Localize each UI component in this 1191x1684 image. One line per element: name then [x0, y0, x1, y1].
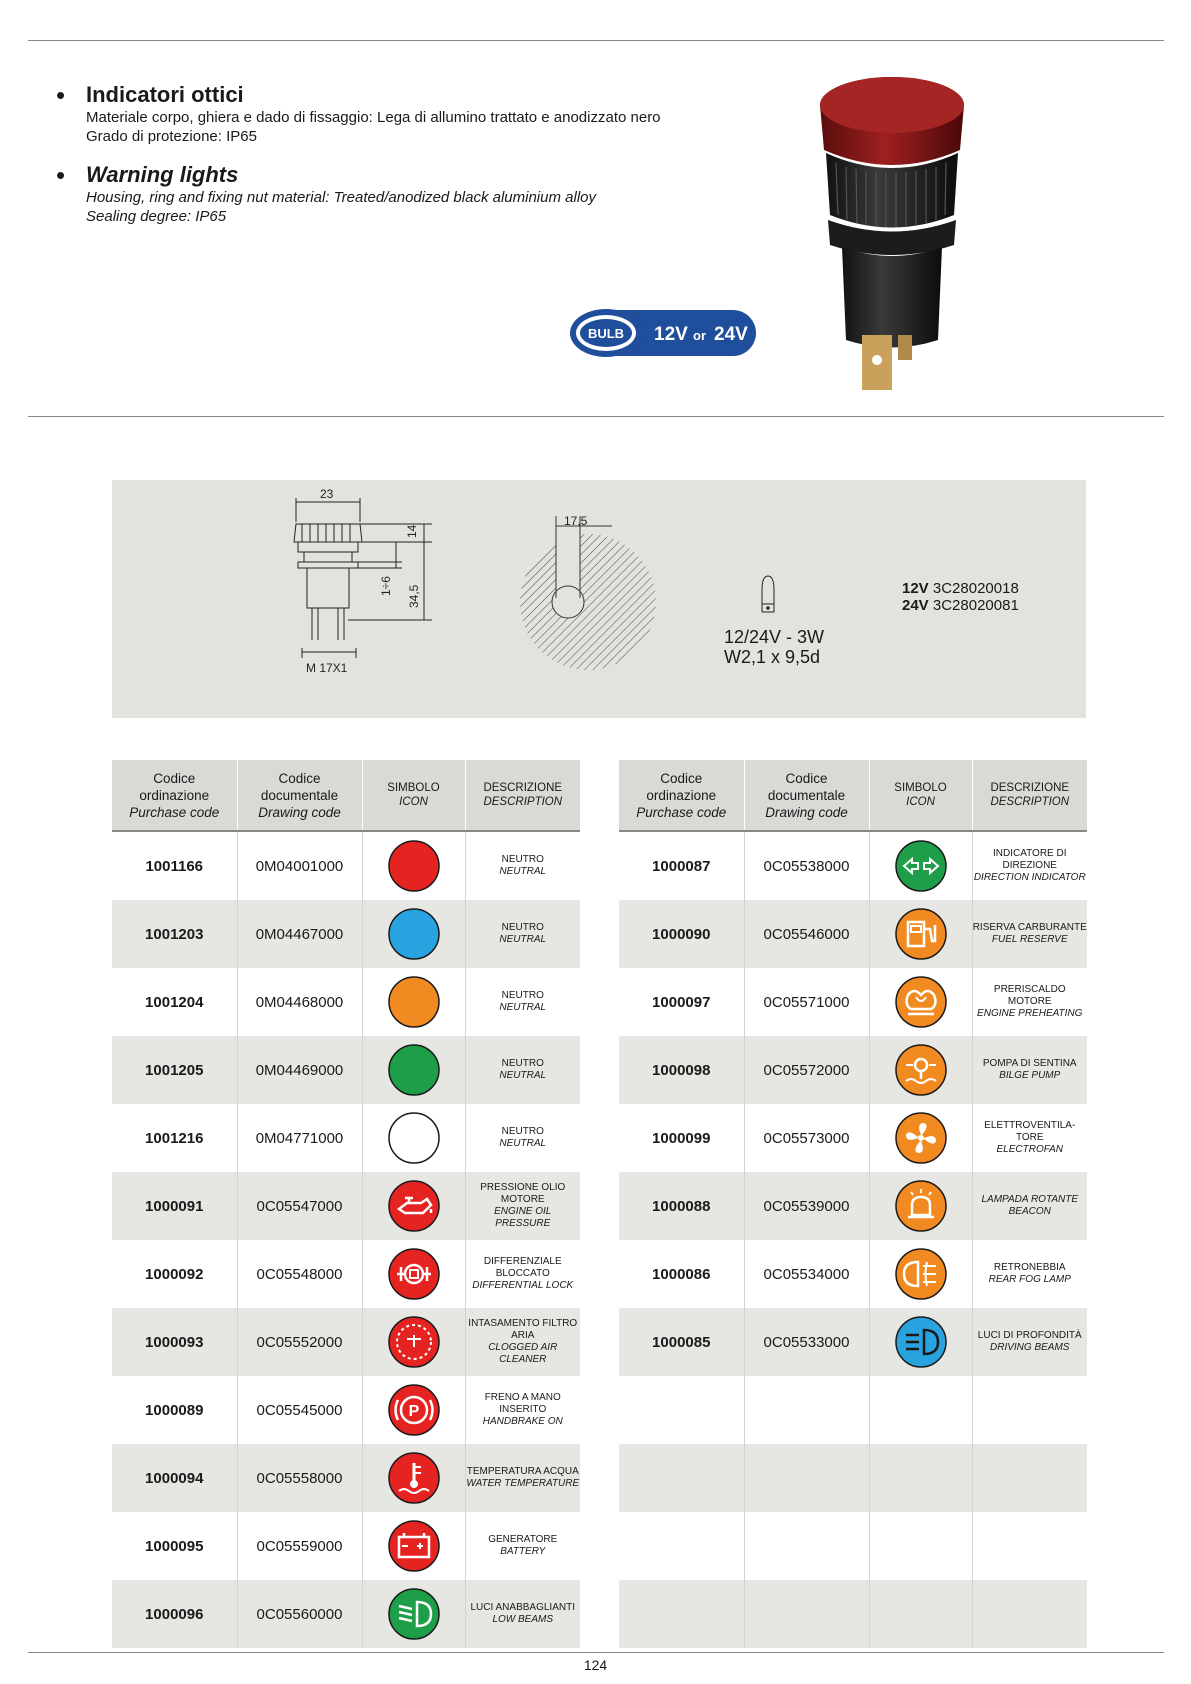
empty-cell [869, 1580, 972, 1648]
table-row [112, 1172, 580, 1240]
description [465, 1444, 580, 1512]
title-english: Warning lights [86, 162, 239, 187]
bullet: • [56, 160, 66, 190]
bulb-rating [724, 627, 824, 667]
empty-cell [619, 1444, 744, 1512]
dim-thread: M 17X1 [306, 661, 348, 675]
description [465, 831, 580, 900]
description-english: LAMPADA ROTANTE BEACON [981, 1194, 1078, 1217]
purchase-code: 1000092 [112, 1240, 237, 1308]
table-header-row [112, 760, 580, 831]
description-english: CLOGGED AIR CLEANER [488, 1342, 558, 1365]
drawing-code: 0C05548000 [237, 1240, 362, 1308]
icon-cell [362, 1444, 465, 1512]
icon-cell [362, 900, 465, 968]
header-purchase-code: Codice ordinazione Purchase code [619, 760, 744, 831]
description-english: LOW BEAMS [492, 1614, 554, 1625]
drawing-code: 0M04467000 [237, 900, 362, 968]
drawing-code: 0C05559000 [237, 1512, 362, 1580]
purchase-code: 1001203 [112, 900, 237, 968]
table-row [112, 968, 580, 1036]
table-row [619, 1172, 1087, 1240]
drawing-code: 0C05571000 [744, 968, 869, 1036]
icon-cell [869, 1104, 972, 1172]
rotating-beacon-icon [894, 1179, 948, 1233]
description [465, 1104, 580, 1172]
title-italian: Indicatori ottici [86, 82, 244, 107]
drawing-code: 0C05552000 [237, 1308, 362, 1376]
description [465, 1240, 580, 1308]
icon-cell [362, 1104, 465, 1172]
drawing-code: 0M04771000 [237, 1104, 362, 1172]
purchase-code: 1000093 [112, 1308, 237, 1376]
description [465, 900, 580, 968]
drawing-code: 0M04468000 [237, 968, 362, 1036]
empty-cell [972, 1444, 1087, 1512]
table-header-row [619, 760, 1087, 831]
table-row [112, 900, 580, 968]
table-row [619, 1308, 1087, 1376]
purchase-code: 1000090 [619, 900, 744, 968]
purchase-code: 1000094 [112, 1444, 237, 1512]
technical-drawing-panel [112, 480, 1086, 718]
table-row [112, 1512, 580, 1580]
badge-24v: 24V [714, 324, 748, 345]
protection-italian: Grado di protezione: IP65 [86, 128, 257, 145]
description [972, 1036, 1087, 1104]
description-english: BATTERY [500, 1546, 546, 1557]
dim-width-23: 23 [320, 487, 334, 501]
bulb-12v-label: 12V [902, 580, 929, 597]
table-row [619, 1036, 1087, 1104]
table-row [619, 1376, 1087, 1444]
icon-cell [362, 1172, 465, 1240]
empty-cell [972, 1376, 1087, 1444]
icon-cell [869, 968, 972, 1036]
warning-light-product-photo [800, 55, 990, 400]
water-temperature-icon [387, 1451, 441, 1505]
description-english: DRIVING BEAMS [990, 1342, 1070, 1353]
empty-cell [972, 1512, 1087, 1580]
material-english: Housing, ring and fixing nut material: Treated/anodized black aluminium alloy [86, 189, 596, 206]
description-italian: TEMPERATURA ACQUA [466, 1466, 579, 1477]
product-table-left [112, 760, 580, 1648]
badge-or: or [693, 328, 706, 343]
bulb-24v-label: 24V [902, 597, 929, 614]
purchase-code: 1000086 [619, 1240, 744, 1308]
svg-text:P: P [408, 1403, 419, 1420]
drawing-code: 0C05534000 [744, 1240, 869, 1308]
table-row [112, 1104, 580, 1172]
indicator-circle-icon [387, 907, 441, 961]
drawing-code: 0C05538000 [744, 831, 869, 900]
purchase-code: 1000098 [619, 1036, 744, 1104]
description-italian: NEUTRO [501, 1126, 544, 1137]
empty-cell [744, 1512, 869, 1580]
empty-cell [619, 1376, 744, 1444]
bullet: • [56, 80, 66, 110]
purchase-code: 1000095 [112, 1512, 237, 1580]
purchase-code: 1000096 [112, 1580, 237, 1648]
table-row [619, 1104, 1087, 1172]
icon-cell [869, 1036, 972, 1104]
icon-cell [362, 968, 465, 1036]
description-italian: PRERISCALDO MOTORE [993, 984, 1066, 1007]
engine-preheating-icon [894, 975, 948, 1029]
drawing-code: 0M04001000 [237, 831, 362, 900]
description-italian: NEUTRO [501, 1058, 544, 1069]
bulb-icon [762, 576, 774, 612]
description-italian: POMPA DI SENTINA [982, 1058, 1077, 1069]
description-english: HANDBRAKE ON [482, 1416, 563, 1427]
panel-cutout-drawing [520, 516, 656, 670]
description [465, 968, 580, 1036]
drawing-code: 0C05533000 [744, 1308, 869, 1376]
battery-icon [387, 1519, 441, 1573]
bilge-pump-icon [894, 1043, 948, 1097]
description [972, 831, 1087, 900]
differential-lock-icon [387, 1247, 441, 1301]
table-row [619, 1580, 1087, 1648]
description-italian: ELETTROVENTILA- TORE [984, 1120, 1076, 1143]
description-italian: FRENO A MANO INSERITO [484, 1392, 561, 1415]
description-english: ENGINE OIL PRESSURE [494, 1206, 552, 1229]
empty-cell [869, 1376, 972, 1444]
handbrake-icon [387, 1383, 441, 1437]
table-row [112, 831, 580, 900]
empty-cell [619, 1580, 744, 1648]
description-english: WATER TEMPERATURE [466, 1478, 580, 1489]
section-rule [28, 416, 1164, 417]
purchase-code: 1000097 [619, 968, 744, 1036]
badge-12v: 12V [654, 324, 688, 345]
description-italian: GENERATORE [488, 1534, 558, 1545]
empty-cell [619, 1512, 744, 1580]
purchase-code: 1001166 [112, 831, 237, 900]
bulb-12v-code: 3C28020018 [932, 580, 1019, 597]
purchase-code: 1000088 [619, 1172, 744, 1240]
drawing-code: 0C05558000 [237, 1444, 362, 1512]
description [972, 1104, 1087, 1172]
drawing-code: 0C05546000 [744, 900, 869, 968]
drawing-code: 0C05573000 [744, 1104, 869, 1172]
bottom-rule [28, 1652, 1164, 1653]
material-italian: Materiale corpo, ghiera e dado di fissaggio: Lega di allumino trattato e anodizzato nero [86, 109, 661, 126]
electrofan-icon [894, 1111, 948, 1165]
indicator-circle-icon [387, 1111, 441, 1165]
bulb-24v-code: 3C28020081 [932, 597, 1019, 614]
icon-cell [362, 1512, 465, 1580]
table-row [112, 1444, 580, 1512]
header-drawing-code: Codice documentale Drawing code [237, 760, 362, 831]
icon-cell [869, 831, 972, 900]
dim-14: 14 [405, 524, 419, 538]
empty-cell [869, 1512, 972, 1580]
dim-hole: 17,5 [564, 514, 588, 528]
header-purchase-code: Codice ordinazione Purchase code [112, 760, 237, 831]
empty-cell [972, 1580, 1087, 1648]
dim-1-6: 1÷6 [379, 576, 393, 596]
description [465, 1580, 580, 1648]
table-row [112, 1580, 580, 1648]
icon-cell [869, 900, 972, 968]
header-icon: SIMBOLO ICON [362, 760, 465, 831]
table-row [112, 1036, 580, 1104]
drawing-code: 0C05547000 [237, 1172, 362, 1240]
indicator-circle-icon [387, 839, 441, 893]
rear-fog-lamp-icon [894, 1247, 948, 1301]
header-description: DESCRIZIONE DESCRIPTION [465, 760, 580, 831]
description-italian: INTASAMENTO FILTRO ARIA [468, 1318, 578, 1341]
description-english: NEUTRAL [499, 1070, 547, 1081]
description [465, 1172, 580, 1240]
purchase-code: 1000091 [112, 1172, 237, 1240]
description [972, 900, 1087, 968]
purchase-code: 1000085 [619, 1308, 744, 1376]
description-english: DIFFERENTIAL LOCK [472, 1280, 574, 1291]
description [972, 1240, 1087, 1308]
description [972, 1308, 1087, 1376]
icon-cell [869, 1240, 972, 1308]
description-english: NEUTRAL [499, 934, 547, 945]
bulb-rating-base: W2,1 x 9,5d [724, 647, 821, 667]
bulb-codes [902, 580, 1019, 614]
table-row [112, 1376, 580, 1444]
top-rule [28, 40, 1164, 41]
icon-cell [362, 1036, 465, 1104]
drawing-code: 0M04469000 [237, 1036, 362, 1104]
dim-34-5: 34,5 [407, 584, 421, 608]
purchase-code: 1000099 [619, 1104, 744, 1172]
table-row [619, 968, 1087, 1036]
description-italian: RISERVA CARBURANTE [972, 922, 1087, 933]
icon-cell [869, 1172, 972, 1240]
empty-cell [744, 1376, 869, 1444]
indicator-circle-icon [387, 1043, 441, 1097]
table-row [619, 831, 1087, 900]
empty-cell [869, 1444, 972, 1512]
purchase-code: 1000087 [619, 831, 744, 900]
product-table-right [619, 760, 1087, 1648]
description [465, 1376, 580, 1444]
description-english: ENGINE PREHEATING [977, 1008, 1083, 1019]
protection-english: Sealing degree: IP65 [86, 208, 227, 225]
description-italian: NEUTRO [501, 990, 544, 1001]
description-english: FUEL RESERVE [991, 934, 1068, 945]
description-english: DIRECTION INDICATOR [973, 872, 1086, 883]
description-italian: NEUTRO [501, 854, 544, 865]
description [465, 1036, 580, 1104]
low-beam-icon [387, 1587, 441, 1641]
icon-cell [869, 1308, 972, 1376]
description [972, 968, 1087, 1036]
header-drawing-code: Codice documentale Drawing code [744, 760, 869, 831]
description-english: NEUTRAL [499, 1138, 547, 1149]
empty-cell [744, 1580, 869, 1648]
description-italian: DIFFERENZIALE BLOCCATO [483, 1256, 562, 1279]
bulb-voltage-badge [568, 307, 758, 359]
header-icon: SIMBOLO ICON [869, 760, 972, 831]
icon-cell [362, 1376, 465, 1444]
description-italian: PRESSIONE OLIO MOTORE [480, 1182, 566, 1205]
description [465, 1308, 580, 1376]
table-row [619, 1512, 1087, 1580]
table-row [112, 1240, 580, 1308]
drawing-code: 0C05560000 [237, 1580, 362, 1648]
description-italian: RETRONEBBIA [993, 1262, 1066, 1273]
purchase-code: 1001216 [112, 1104, 237, 1172]
header-description: DESCRIZIONE DESCRIPTION [972, 760, 1087, 831]
direction-indicator-icon [894, 839, 948, 893]
icon-cell [362, 1580, 465, 1648]
page-number: 124 [583, 1657, 608, 1673]
table-row [619, 900, 1087, 968]
purchase-code: 1001204 [112, 968, 237, 1036]
description-italian: LUCI ANABBAGLIANTI [470, 1602, 575, 1613]
description [972, 1172, 1087, 1240]
description-english: NEUTRAL [499, 866, 547, 877]
description-italian: NEUTRO [501, 922, 544, 933]
table-row [619, 1444, 1087, 1512]
description-italian: LUCI DI PROFONDITÀ [977, 1330, 1082, 1341]
icon-cell [362, 1240, 465, 1308]
description-english: ELECTROFAN [996, 1144, 1063, 1155]
drawing-code: 0C05539000 [744, 1172, 869, 1240]
description-english: BILGE PUMP [999, 1070, 1061, 1081]
icon-cell [362, 831, 465, 900]
drawing-code: 0C05545000 [237, 1376, 362, 1444]
table-row [619, 1240, 1087, 1308]
icon-cell [362, 1308, 465, 1376]
bulb-rating-power: 12/24V - 3W [724, 627, 825, 647]
description [465, 1512, 580, 1580]
indicator-circle-icon [387, 975, 441, 1029]
table-row [112, 1308, 580, 1376]
purchase-code: 1001205 [112, 1036, 237, 1104]
empty-cell [744, 1444, 869, 1512]
drawing-code: 0C05572000 [744, 1036, 869, 1104]
description-english: REAR FOG LAMP [988, 1274, 1071, 1285]
driving-beams-icon [894, 1315, 948, 1369]
oil-pressure-icon [387, 1179, 441, 1233]
side-view-drawing [294, 498, 432, 658]
badge-bulb-label: BULB [587, 326, 625, 341]
clogged-air-filter-icon [387, 1315, 441, 1369]
fuel-reserve-icon [894, 907, 948, 961]
description-english: NEUTRAL [499, 1002, 547, 1013]
description-italian: INDICATORE DI DIREZIONE [992, 848, 1067, 871]
purchase-code: 1000089 [112, 1376, 237, 1444]
